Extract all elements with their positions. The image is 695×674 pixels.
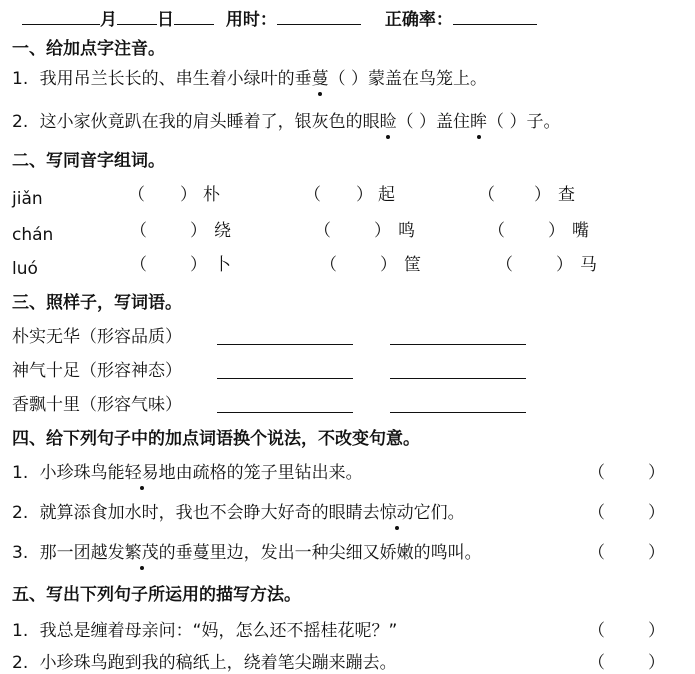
dotted-word: 轻易 (124, 463, 159, 483)
accuracy-blank[interactable] (453, 8, 537, 25)
paren-open: （ (304, 185, 321, 205)
paren-close: ） (380, 255, 397, 275)
section3-title: 三、照样子，写词语。 (12, 293, 182, 313)
answer-paren-close: ） (648, 543, 665, 563)
paren-open: （ (478, 185, 495, 205)
answer-line[interactable] (217, 412, 353, 413)
word-char: 绕 (214, 221, 231, 241)
paren-close: ） (180, 185, 197, 205)
section4-title: 四、给下列句子中的加点词语换个说法，不改变句意。 (12, 429, 420, 449)
dotted-word: 惊动 (379, 503, 414, 523)
answer-paren-close: ） (648, 653, 665, 673)
answer-paren[interactable]: （ ） (328, 69, 369, 89)
paren-close: ） (374, 221, 391, 241)
answer-line[interactable] (390, 412, 526, 413)
word-char: 筐 (404, 255, 421, 275)
s1-question-1: 1. 我用吊兰长长的、串生着小绿叶的垂蔓（ ）蒙盖在鸟笼上。 (12, 69, 488, 89)
answer-line[interactable] (390, 344, 526, 345)
paren-close: ） (190, 221, 207, 241)
paren-close: ） (356, 185, 373, 205)
month-blank[interactable] (22, 8, 100, 25)
dotted-char: 蔓 (311, 69, 329, 89)
section5-title: 五、写出下列句子所运用的描写方法。 (12, 585, 301, 605)
paren-open: （ (314, 221, 331, 241)
answer-paren-close: ） (648, 621, 665, 641)
answer-paren-close: ） (648, 503, 665, 523)
paren-open: （ (130, 255, 147, 275)
paren-open: （ (496, 255, 513, 275)
word-char: 马 (580, 255, 597, 275)
answer-paren-open: （ (588, 543, 605, 563)
answer-paren-open: （ (588, 621, 605, 641)
header-line (22, 8, 537, 31)
paren-open: （ (130, 221, 147, 241)
paren-close: ） (190, 255, 207, 275)
answer-line[interactable] (217, 378, 353, 379)
s5-question-1: 1. 我总是缠着母亲问：“妈，怎么还不摇桂花呢？” (12, 621, 398, 641)
paren-open: （ (488, 221, 505, 241)
word-char: 鸣 (398, 221, 415, 241)
paren-open: （ (320, 255, 337, 275)
s4-question-3: 3. 那一团越发繁茂的垂蔓里边，发出一种尖细又娇嫩的鸣叫。 (12, 543, 482, 563)
s5-question-2: 2. 小珍珠鸟跑到我的稿纸上，绕着笔尖蹦来蹦去。 (12, 653, 397, 673)
word-char: 朴 (203, 185, 220, 205)
s4-question-1: 1. 小珍珠鸟能轻易地由疏格的笼子里钻出来。 (12, 463, 363, 483)
month-label: 月 (100, 10, 117, 30)
dotted-word: 繁茂 (124, 543, 159, 563)
section2-title: 二、写同音字组词。 (12, 151, 165, 171)
dotted-char: 睑 (379, 112, 397, 132)
paren-open: （ (128, 185, 145, 205)
paren-close: ） (556, 255, 573, 275)
section1-title: 一、给加点字注音。 (12, 39, 165, 59)
day-blank[interactable] (117, 8, 157, 25)
word-char: 查 (558, 185, 575, 205)
answer-line[interactable] (390, 378, 526, 379)
dotted-char: 眸 (470, 112, 488, 132)
time-pre-blank[interactable] (174, 8, 214, 25)
word-char: 起 (378, 185, 395, 205)
word-char: 嘴 (572, 221, 589, 241)
pinyin-label: chán (12, 225, 54, 245)
answer-paren-open: （ (588, 653, 605, 673)
pinyin-label: luó (12, 259, 38, 279)
answer-paren[interactable]: （ ） (487, 112, 527, 132)
answer-line[interactable] (217, 344, 353, 345)
time-label: 用时： (225, 10, 277, 30)
answer-paren[interactable]: （ ） (396, 112, 437, 132)
word-char: 卜 (214, 255, 231, 275)
s1-question-2: 2. 这小家伙竟趴在我的肩头睡着了，银灰色的眼睑（ ）盖住眸（ ）子。 (12, 112, 561, 132)
answer-paren-open: （ (588, 503, 605, 523)
s3-item-2: 神气十足（形容神态） (12, 361, 182, 381)
accuracy-label: 正确率： (384, 10, 453, 30)
time-blank[interactable] (277, 8, 361, 25)
paren-close: ） (548, 221, 565, 241)
s3-item-3: 香飘十里（形容气味） (12, 395, 182, 415)
s4-question-2: 2. 就算添食加水时，我也不会睁大好奇的眼睛去惊动它们。 (12, 503, 465, 523)
paren-close: ） (534, 185, 551, 205)
answer-paren-close: ） (648, 463, 665, 483)
s3-item-1: 朴实无华（形容品质） (12, 327, 182, 347)
day-label: 日 (157, 10, 174, 30)
answer-paren-open: （ (588, 463, 605, 483)
pinyin-label: jiǎn (12, 189, 43, 209)
